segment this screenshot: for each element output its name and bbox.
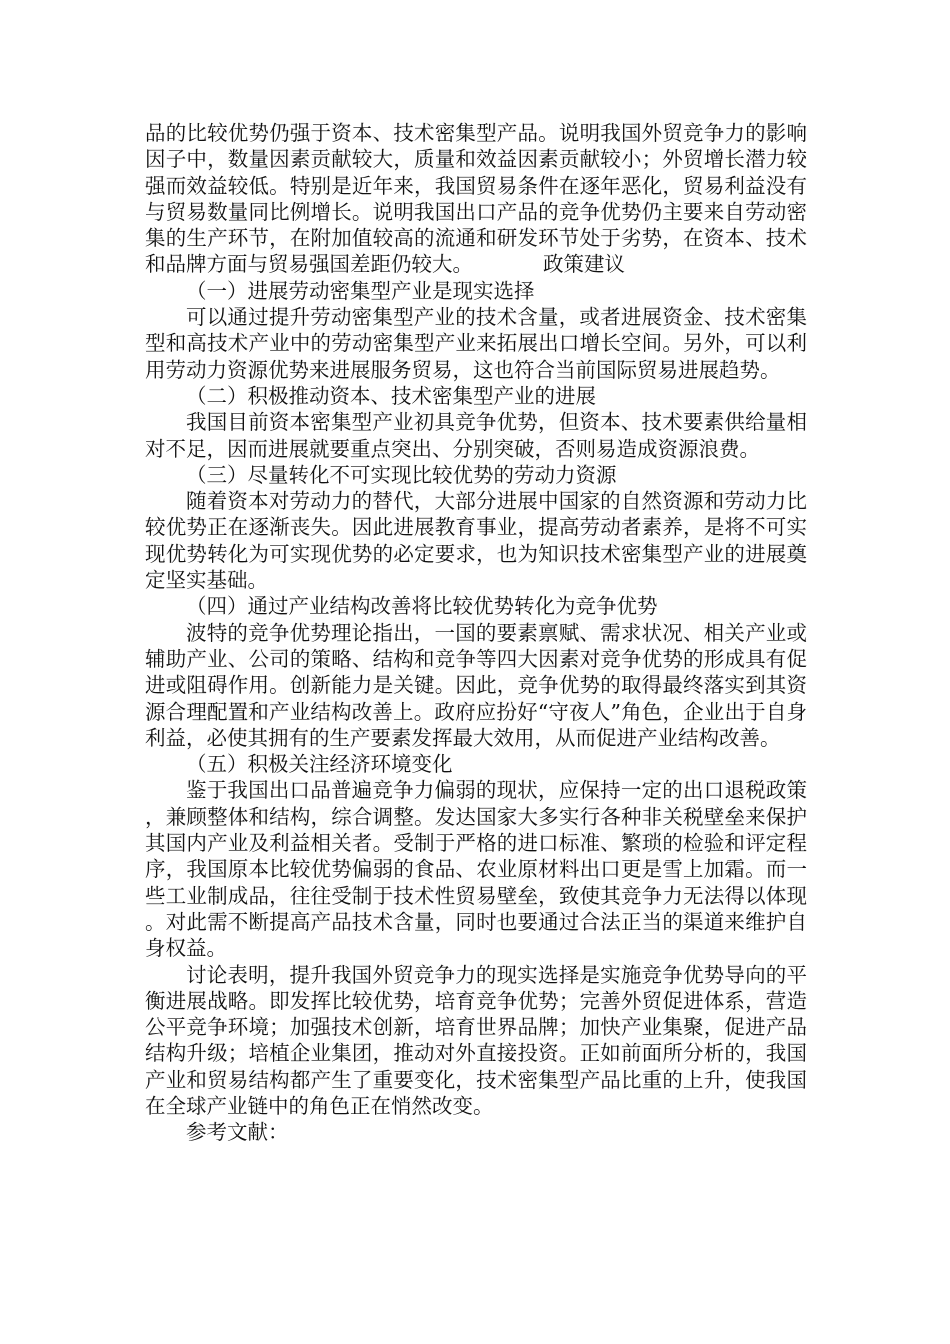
section-heading-3: （三）尽量转化不可实现比较优势的劳动力资源 xyxy=(186,462,617,487)
section-heading-2: （二）积极推动资本、技术密集型产业的进展 xyxy=(186,383,596,408)
section-heading-4: （四）通过产业结构改善将比较优势转化为竞争优势 xyxy=(186,594,658,619)
section-heading-5: （五）积极关注经济环境变化 xyxy=(186,752,453,777)
intro-paragraph xyxy=(145,120,807,278)
conclusion-paragraph: 讨论表明，提升我国外贸竞争力的现实选择是实施竞争优势导向的平衡进展战略。即发挥比较优势，培育竞争优势；完善外贸促进体系，营造公平竞争环境；加强技术创新，培育世界品牌；加快产业集聚，促进产品结构升级；培植企业集团，推动对外直接投资。正如前面所分析的，我国产业和贸易结构都产生了重要变化，技术密集型产品比重的上升，使我国在全球产业链中的角色正在悄然改变。 xyxy=(145,962,807,1118)
section-heading-1: （一）进展劳动密集型产业是现实选择 xyxy=(186,278,535,303)
section-body-1: 可以通过提升劳动密集型产业的技术含量，或者进展资金、技术密集型和高技术产业中的劳动密集型产业来拓展出口增长空间。另外，可以利用劳动力资源优势来进展服务贸易，这也符合当前国际贸易进展趋势。 xyxy=(145,305,807,382)
section-body-2: 我国目前资本密集型产业初具竞争优势，但资本、技术要素供给量相对不足，因而进展就要重点突出、分别突破，否则易造成资源浪费。 xyxy=(145,410,807,461)
section-title: 政策建议 xyxy=(543,252,625,277)
references-label: 参考文献： xyxy=(186,1120,289,1145)
section-body-4: 波特的竞争优势理论指出，一国的要素禀赋、需求状况、相关产业或辅助产业、公司的策略、结构和竞争等四大因素对竞争优势的形成具有促进或阻碍作用。创新能力是关键。因此，竞争优势的取得最终落实到其资源合理配置和产业结构改善上。政府应扮好“守夜人”角色，企业出于自身利益，必使其拥有的生产要素发挥最大效用，从而促进产业结构改善。 xyxy=(145,620,807,750)
section-body-5: 鉴于我国出口品普遍竞争力偏弱的现状，应保持一定的出口退税政策，兼顾整体和结构，综合调整。发达国家大多实行各种非关税壁垒来保护其国内产业及利益相关者。受制于严格的进口标准、繁琐的检验和评定程序，我国原本比较优势偏弱的食品、农业原材料出口更是雪上加霜。而一些工业制成品，往往受制于技术性贸易壁垒，致使其竞争力无法得以体现。对此需不断提高产品技术含量，同时也要通过合法正当的渠道来维护自身权益。 xyxy=(145,778,807,961)
intro-text: 品的比较优势仍强于资本、技术密集型产品。说明我国外贸竞争力的影响因子中，数量因素贡献较大，质量和效益因素贡献较小；外贸增长潜力较强而效益较低。特别是近年来，我国贸易条件在逐年恶化，贸易利益没有与贸易数量同比例增长。说明我国出口产品的竞争优势仍主要来自劳动密集的生产环节，在附加值较高的流通和研发环节处于劣势，在资本、技术和品牌方面与贸易强国差距仍较大。 xyxy=(145,121,807,277)
section-body-3: 随着资本对劳动力的替代，大部分进展中国家的自然资源和劳动力比较优势正在逐渐丧失。因此进展教育事业，提高劳动者素养，是将不可实现优势转化为可实现优势的必定要求，也为知识技术密集型产业的进展奠定坚实基础。 xyxy=(145,489,807,593)
document-body xyxy=(145,120,807,1146)
